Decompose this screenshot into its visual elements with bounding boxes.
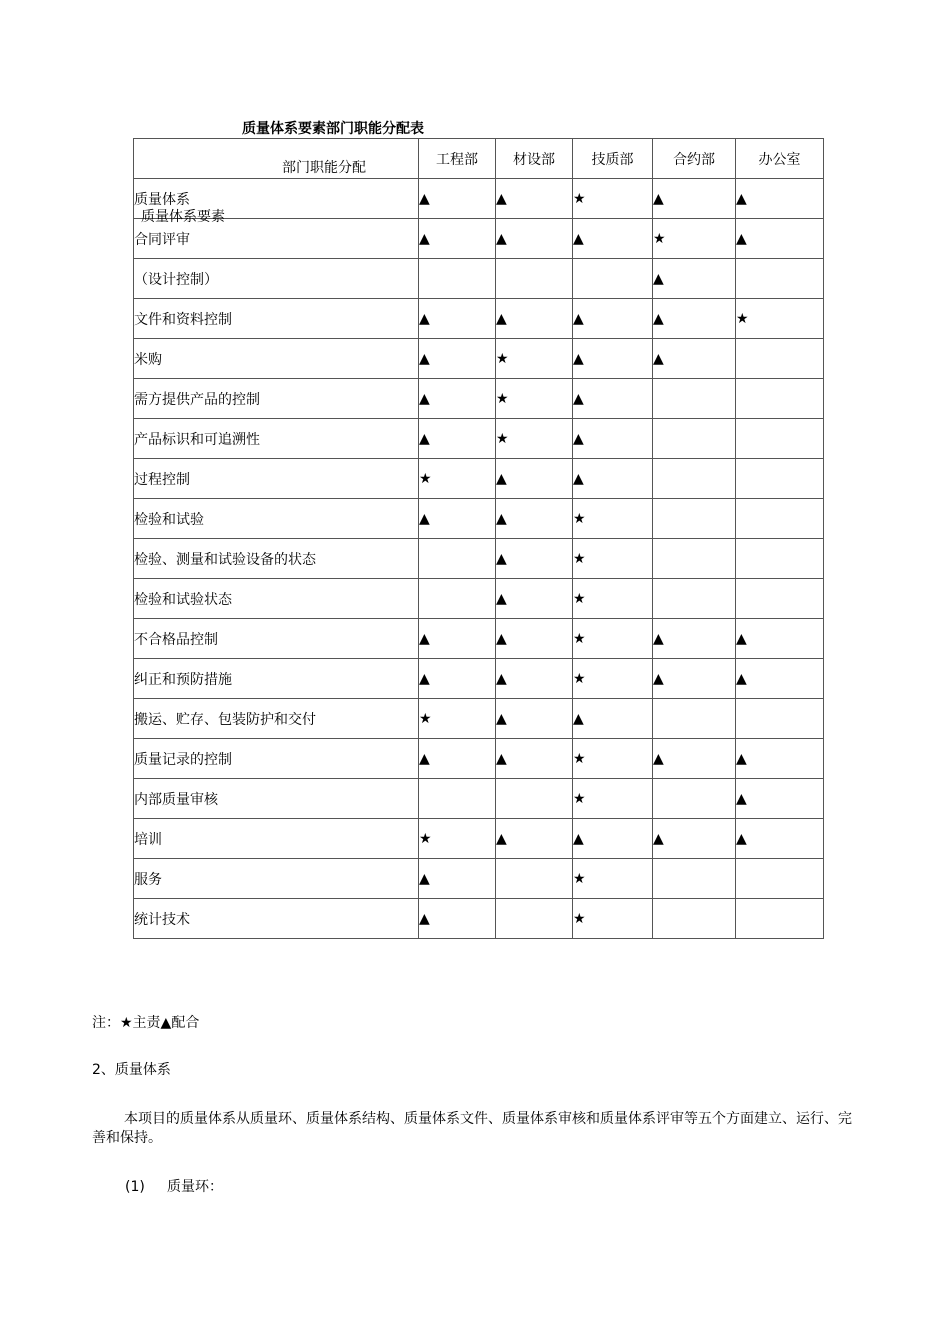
role-mark-cell (419, 779, 496, 819)
table-row (134, 299, 824, 339)
role-mark-cell: ▲ (496, 579, 573, 619)
role-mark-cell: ▲ (573, 219, 653, 259)
table-row (134, 739, 824, 779)
legend-note: 注：★主责▲配合 (92, 1015, 200, 1031)
role-mark-cell: ▲ (419, 339, 496, 379)
table-row (134, 899, 824, 939)
table-row (134, 779, 824, 819)
table-row (134, 499, 824, 539)
role-mark-cell (736, 259, 824, 299)
subsection-label: 质量环： (167, 1179, 223, 1195)
element-cell: 质量体系 (134, 179, 419, 219)
role-mark-cell: ▲ (419, 299, 496, 339)
role-mark-cell: ▲ (419, 619, 496, 659)
element-cell: 文件和资料控制 (134, 299, 419, 339)
role-mark-cell: ▲ (653, 619, 736, 659)
corner-label-elements: 质量体系要素 (141, 209, 225, 225)
role-mark-cell: ▲ (736, 619, 824, 659)
element-cell: 内部质量审核 (134, 779, 419, 819)
role-mark-cell: ▲ (736, 659, 824, 699)
role-mark-cell (496, 859, 573, 899)
role-mark-cell: ▲ (419, 859, 496, 899)
dept-header: 工程部 (419, 139, 496, 179)
subsection-heading (125, 1177, 223, 1197)
role-mark-cell: ▲ (573, 819, 653, 859)
role-mark-cell: ▲ (573, 299, 653, 339)
role-mark-cell: ▲ (419, 419, 496, 459)
role-mark-cell (736, 499, 824, 539)
role-mark-cell: ▲ (573, 379, 653, 419)
role-mark-cell (653, 379, 736, 419)
role-mark-cell (653, 459, 736, 499)
table-row (134, 819, 824, 859)
element-cell: 合同评审 (134, 219, 419, 259)
role-mark-cell: ★ (653, 219, 736, 259)
role-mark-cell: ▲ (419, 739, 496, 779)
element-cell: 培训 (134, 819, 419, 859)
role-mark-cell: ★ (573, 619, 653, 659)
subsection-number: (1) (125, 1179, 145, 1195)
table-row (134, 259, 824, 299)
role-mark-cell: ▲ (653, 819, 736, 859)
role-mark-cell: ▲ (653, 179, 736, 219)
element-cell: 米购 (134, 339, 419, 379)
role-mark-cell: ▲ (496, 619, 573, 659)
role-mark-cell: ▲ (736, 779, 824, 819)
role-mark-cell (736, 539, 824, 579)
table-row (134, 379, 824, 419)
role-mark-cell: ▲ (736, 179, 824, 219)
role-mark-cell: ▲ (496, 299, 573, 339)
role-mark-cell (736, 579, 824, 619)
role-mark-cell (573, 259, 653, 299)
element-cell: 不合格品控制 (134, 619, 419, 659)
role-mark-cell: ★ (573, 859, 653, 899)
role-mark-cell: ▲ (419, 499, 496, 539)
element-cell: 检验和试验 (134, 499, 419, 539)
table-row (134, 339, 824, 379)
role-mark-cell: ▲ (573, 419, 653, 459)
role-mark-cell (653, 779, 736, 819)
role-mark-cell (736, 379, 824, 419)
role-mark-cell (496, 259, 573, 299)
role-mark-cell: ▲ (736, 739, 824, 779)
table-title: 质量体系要素部门职能分配表 (242, 121, 424, 137)
dept-header: 技质部 (573, 139, 653, 179)
role-mark-cell (653, 579, 736, 619)
role-mark-cell: ★ (419, 699, 496, 739)
role-mark-cell (736, 859, 824, 899)
role-mark-cell: ▲ (653, 739, 736, 779)
role-mark-cell: ▲ (496, 459, 573, 499)
table-row (134, 619, 824, 659)
role-mark-cell: ▲ (419, 899, 496, 939)
corner-label-departments: 部门职能分配 (282, 160, 366, 176)
role-mark-cell: ▲ (496, 699, 573, 739)
table-row (134, 579, 824, 619)
table-row (134, 659, 824, 699)
table-row (134, 219, 824, 259)
role-mark-cell: ▲ (419, 659, 496, 699)
role-mark-cell: ▲ (653, 339, 736, 379)
role-mark-cell: ★ (573, 179, 653, 219)
role-mark-cell: ★ (573, 579, 653, 619)
role-mark-cell: ▲ (496, 179, 573, 219)
element-cell: 纠正和预防措施 (134, 659, 419, 699)
role-mark-cell: ★ (419, 459, 496, 499)
role-mark-cell: ▲ (496, 819, 573, 859)
element-cell: 质量记录的控制 (134, 739, 419, 779)
role-mark-cell: ★ (573, 499, 653, 539)
role-mark-cell (419, 579, 496, 619)
role-mark-cell: ▲ (736, 219, 824, 259)
role-mark-cell (653, 699, 736, 739)
role-mark-cell: ▲ (419, 379, 496, 419)
role-mark-cell: ▲ (496, 739, 573, 779)
dept-header: 办公室 (736, 139, 824, 179)
role-mark-cell (419, 539, 496, 579)
element-cell: （设计控制） (134, 259, 419, 299)
role-mark-cell (653, 499, 736, 539)
role-mark-cell (736, 699, 824, 739)
table-row (134, 419, 824, 459)
role-mark-cell: ▲ (496, 539, 573, 579)
element-cell: 产品标识和可追溯性 (134, 419, 419, 459)
table-row (134, 699, 824, 739)
dept-header: 材设部 (496, 139, 573, 179)
role-mark-cell: ★ (573, 539, 653, 579)
role-mark-cell: ★ (573, 899, 653, 939)
element-cell: 搬运、贮存、包装防护和交付 (134, 699, 419, 739)
role-mark-cell: ▲ (653, 259, 736, 299)
role-mark-cell: ▲ (419, 219, 496, 259)
role-mark-cell: ★ (736, 299, 824, 339)
table-header-row (134, 139, 824, 179)
role-mark-cell: ★ (496, 339, 573, 379)
function-allocation-table (133, 138, 824, 939)
element-cell: 检验和试验状态 (134, 579, 419, 619)
element-cell: 统计技术 (134, 899, 419, 939)
role-mark-cell: ★ (573, 659, 653, 699)
section-heading: 2、质量体系 (92, 1062, 171, 1078)
body-paragraph: 本项目的质量体系从质量环、质量体系结构、质量体系文件、质量体系审核和质量体系评审等五个方面建立、运行、完善和保持。 (92, 1111, 852, 1146)
role-mark-cell: ▲ (573, 699, 653, 739)
role-mark-cell: ▲ (653, 659, 736, 699)
element-cell: 需方提供产品的控制 (134, 379, 419, 419)
role-mark-cell: ★ (573, 739, 653, 779)
corner-header-cell (134, 139, 419, 225)
table-row (134, 859, 824, 899)
role-mark-cell (736, 419, 824, 459)
role-mark-cell: ★ (573, 779, 653, 819)
role-mark-cell: ▲ (573, 459, 653, 499)
role-mark-cell (496, 899, 573, 939)
role-mark-cell: ▲ (419, 179, 496, 219)
role-mark-cell (496, 779, 573, 819)
role-mark-cell: ▲ (496, 499, 573, 539)
role-mark-cell (736, 339, 824, 379)
table-row (134, 539, 824, 579)
role-mark-cell (736, 459, 824, 499)
table-row (134, 179, 824, 219)
element-cell: 服务 (134, 859, 419, 899)
role-mark-cell: ▲ (573, 339, 653, 379)
role-mark-cell: ▲ (496, 219, 573, 259)
role-mark-cell: ▲ (736, 819, 824, 859)
role-mark-cell (653, 899, 736, 939)
role-mark-cell (653, 419, 736, 459)
role-mark-cell (653, 539, 736, 579)
role-mark-cell: ★ (496, 419, 573, 459)
role-mark-cell (736, 899, 824, 939)
role-mark-cell: ★ (419, 819, 496, 859)
role-mark-cell (419, 259, 496, 299)
dept-header: 合约部 (653, 139, 736, 179)
role-mark-cell: ▲ (496, 659, 573, 699)
role-mark-cell (653, 859, 736, 899)
table-row (134, 459, 824, 499)
element-cell: 检验、测量和试验设备的状态 (134, 539, 419, 579)
role-mark-cell: ★ (496, 379, 573, 419)
role-mark-cell: ▲ (653, 299, 736, 339)
table-body (134, 139, 824, 939)
element-cell: 过程控制 (134, 459, 419, 499)
